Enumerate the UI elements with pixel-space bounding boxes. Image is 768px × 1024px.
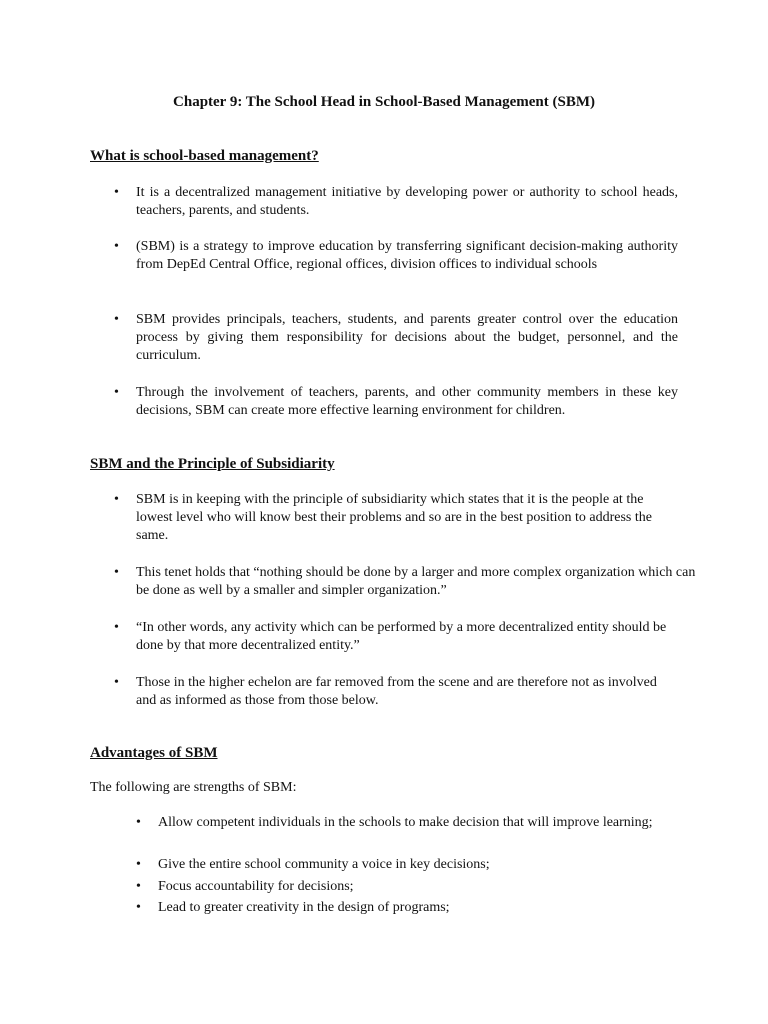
list-item [135,876,658,897]
section-heading-advantages: Advantages of SBM [90,745,218,761]
list-item-text: Lead to greater creativity in the design of programs; [158,900,450,915]
page-title: Chapter 9: The School Head in School-Based Management (SBM) [173,94,595,110]
list-item-text: It is a decentralized management initiative by developing power or authority to school heads, teachers, parents, and students. [136,185,678,218]
list-item [112,184,678,220]
list-item [135,854,658,875]
list-item-text: Allow competent individuals in the schools to make decision that will improve learning; [158,815,653,830]
bullet-icon: • [136,857,141,872]
bullet-icon: • [114,620,119,635]
list-item-text: SBM provides principals, teachers, students, and parents greater control over the education process by giving them responsibility for decisions about the budget, personnel, and the curriculum. [136,312,678,363]
list-item-text: (SBM) is a strategy to improve education by transferring significant decision-making authority from DepEd Central Office, regional offices, division offices to individual schools [136,239,678,272]
list-item [135,812,658,833]
list-item [112,384,678,420]
bullet-icon: • [136,900,141,915]
list-item-text: Through the involvement of teachers, parents, and other community members in these key decisions, SBM can create more effective learning environment for children. [136,385,678,418]
section-heading-what-is-sbm: What is school-based management? [90,148,319,164]
list-item-text: “In other words, any activity which can be performed by a more decentralized entity should be done by that more decentralized entity.” [136,620,667,653]
list-item-text: Give the entire school community a voice in key decisions; [158,857,490,872]
bullet-icon: • [114,239,119,254]
list-item [112,674,671,710]
list-item-text: Those in the higher echelon are far removed from the scene and are therefore not as involved and as informed as those from those below. [136,675,657,708]
list-item [112,238,678,274]
list-item [112,564,696,600]
section-intro-text: The following are strengths of SBM: [90,780,297,795]
bullet-icon: • [136,879,141,894]
list-item [112,619,671,655]
list-item-text: Focus accountability for decisions; [158,879,354,894]
bullet-icon: • [114,385,119,400]
bullet-icon: • [114,185,119,200]
list-item [112,491,671,545]
list-item-text: This tenet holds that “nothing should be done by a larger and more complex organization which can be done as well by a smaller and simpler organization.” [136,565,696,598]
list-item-text: SBM is in keeping with the principle of subsidiarity which states that it is the people at the lowest level who will know best their problems and so are in the best position to address the same. [136,492,652,543]
bullet-icon: • [136,815,141,830]
bullet-icon: • [114,565,119,580]
bullet-icon: • [114,675,119,690]
section-heading-subsidiarity: SBM and the Principle of Subsidiarity [90,456,335,472]
bullet-icon: • [114,492,119,507]
list-item [135,897,658,918]
list-item [112,311,678,365]
bullet-icon: • [114,312,119,327]
